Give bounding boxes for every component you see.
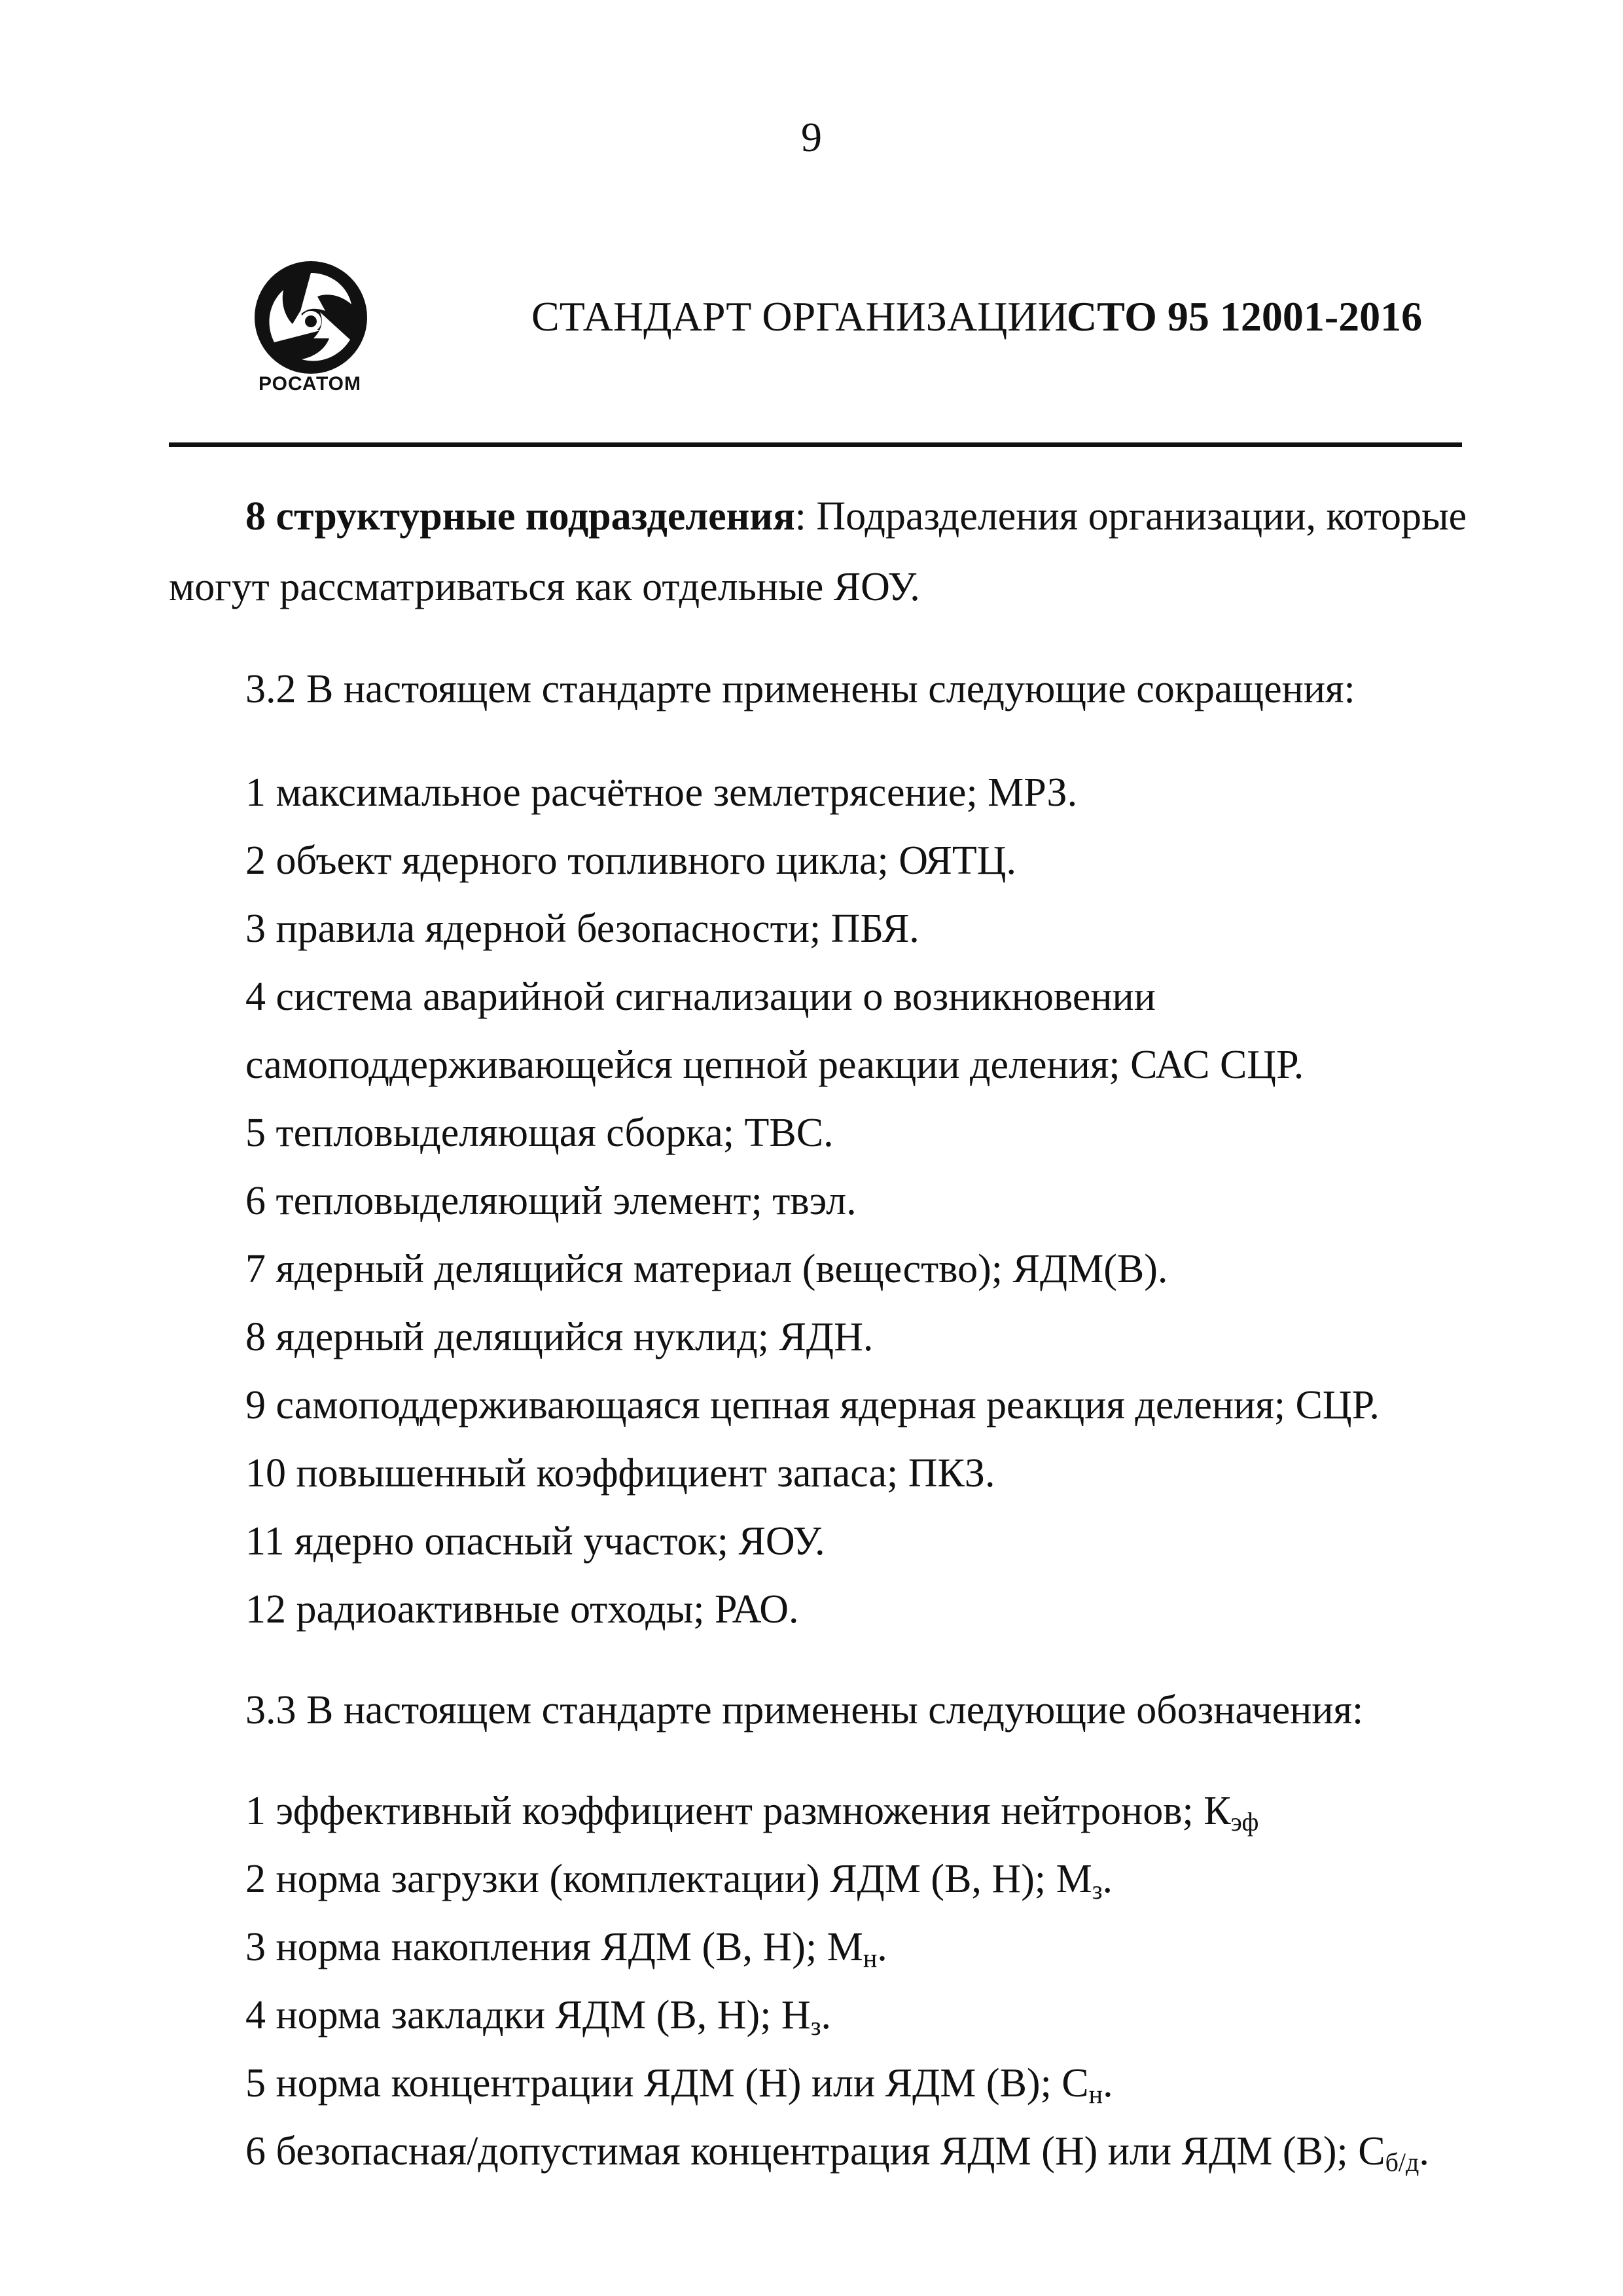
designation-text: 3 норма накопления ЯДМ (В, Н); М bbox=[245, 1925, 863, 1969]
designation-tail: . bbox=[1102, 1857, 1113, 1901]
designations-heading: 3.3 В настоящем стандарте применены следующие обозначения: bbox=[245, 1688, 1364, 1732]
designation-text: 1 эффективный коэффициент размножения нейтронов; К bbox=[245, 1789, 1231, 1833]
designation-text: 4 норма закладки ЯДМ (В, Н); Н bbox=[245, 1993, 811, 2037]
designation-subscript: з bbox=[1092, 1875, 1103, 1905]
designation-tail: . bbox=[1419, 2129, 1429, 2174]
designation-text: 2 норма загрузки (комплектации) ЯДМ (В, Н); М bbox=[245, 1857, 1092, 1901]
list-item: 9 самоподдерживающаяся цепная ядерная реакция деления; СЦР. bbox=[245, 1383, 1380, 1427]
list-item: 11 ядерно опасный участок; ЯОУ. bbox=[245, 1519, 825, 1564]
designation-tail: . bbox=[877, 1925, 887, 1969]
list-item: 8 ядерный делящийся нуклид; ЯДН. bbox=[245, 1315, 874, 1359]
designation-tail: . bbox=[821, 1993, 832, 2037]
rosatom-logo-icon bbox=[252, 259, 370, 376]
logo-text: РОСАТОМ bbox=[259, 373, 361, 395]
list-item: 5 тепловыделяющая сборка; ТВС. bbox=[245, 1111, 834, 1155]
list-item bbox=[245, 1925, 887, 1973]
designation-subscript: эф bbox=[1230, 1807, 1259, 1837]
definition-line-1 bbox=[245, 494, 1467, 539]
designation-subscript: н bbox=[1088, 2079, 1103, 2109]
designation-text: 5 норма концентрации ЯДМ (Н) или ЯДМ (В); С bbox=[245, 2061, 1089, 2106]
list-item: 6 тепловыделяющий элемент; твэл. bbox=[245, 1179, 857, 1223]
definition-term: 8 структурные подразделения bbox=[245, 494, 795, 539]
definition-line-2: могут рассматриваться как отдельные ЯОУ. bbox=[169, 565, 920, 609]
list-item bbox=[245, 1857, 1113, 1905]
list-item: 1 максимальное расчётное землетрясение; МРЗ. bbox=[245, 770, 1078, 815]
definition-colon: : bbox=[794, 494, 806, 539]
list-item bbox=[245, 1789, 1259, 1837]
list-item: 7 ядерный делящийся материал (вещество); ЯДМ(В). bbox=[245, 1247, 1168, 1291]
standard-title: СТАНДАРТ ОРГАНИЗАЦИИ bbox=[531, 293, 1068, 340]
list-item: 10 повышенный коэффициент запаса; ПКЗ. bbox=[245, 1451, 995, 1496]
list-item: 3 правила ядерной безопасности; ПБЯ. bbox=[245, 906, 919, 951]
designation-subscript: з bbox=[810, 2011, 821, 2041]
list-item: 2 объект ядерного топливного цикла; ОЯТЦ. bbox=[245, 838, 1017, 883]
designation-tail: . bbox=[1103, 2061, 1113, 2106]
abbreviations-heading: 3.2 В настоящем стандарте применены следующие сокращения: bbox=[245, 667, 1355, 711]
list-item bbox=[245, 2061, 1113, 2109]
designation-subscript: н bbox=[863, 1943, 878, 1973]
standard-code: СТО 95 12001-2016 bbox=[1067, 293, 1423, 340]
header-divider bbox=[169, 442, 1462, 447]
list-item: 4 система аварийной сигнализации о возникновении bbox=[245, 975, 1156, 1019]
list-item: самоподдерживающейся цепной реакции деления; САС СЦР. bbox=[245, 1043, 1304, 1087]
designation-text: 6 безопасная/допустимая концентрация ЯДМ (Н) или ЯДМ (В); С bbox=[245, 2129, 1385, 2174]
rosatom-logo-graphic bbox=[252, 259, 370, 376]
designation-subscript: б/д bbox=[1385, 2147, 1419, 2177]
list-item bbox=[245, 2129, 1429, 2177]
list-item: 12 радиоактивные отходы; РАО. bbox=[245, 1587, 799, 1632]
list-item bbox=[245, 1993, 832, 2041]
definition-text-1: Подразделения организации, которые bbox=[816, 494, 1467, 539]
page-number: 9 bbox=[801, 114, 822, 160]
